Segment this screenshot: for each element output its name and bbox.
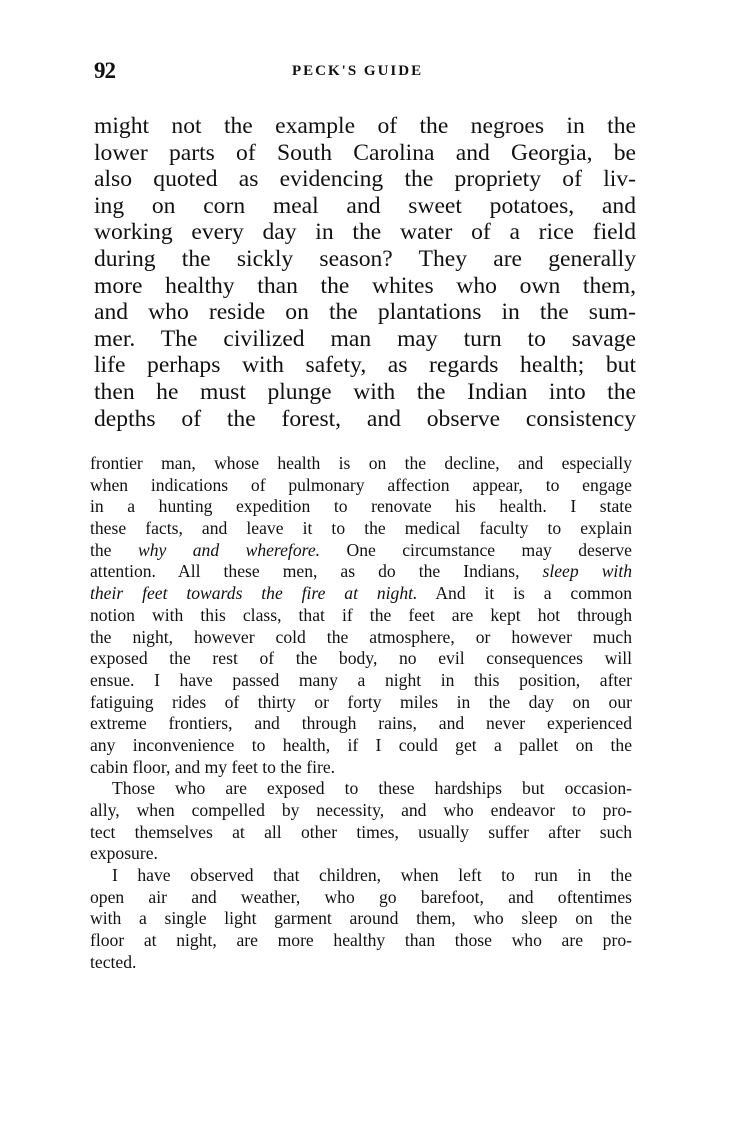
- note-text-line: [90, 692, 632, 714]
- main-text-line: during the sickly season? They are generally: [94, 245, 636, 272]
- note-text-line: [90, 930, 632, 952]
- text-segment: ensue. I have passed many a night in this position, after: [90, 669, 632, 690]
- main-text-line: working every day in the water of a rice field: [94, 219, 636, 246]
- text-segment: in a hunting expedition to renovate his health. I state: [90, 496, 632, 517]
- text-segment: frontier man, whose health is on the decline, and especially: [90, 453, 632, 473]
- note-text-line: [90, 887, 632, 909]
- main-text-line: life perhaps with safety, as regards health; but: [94, 352, 636, 379]
- running-head: [94, 58, 636, 86]
- note-text-line: [90, 778, 632, 800]
- text-segment: And it is a common: [417, 583, 632, 604]
- main-text-line: then he must plunge with the Indian into the: [94, 378, 636, 405]
- text-segment: tected.: [90, 951, 137, 972]
- italic-text-segment: their feet towards the fire at night.: [90, 583, 418, 604]
- note-text-line: [90, 952, 632, 974]
- text-segment: exposure.: [90, 843, 158, 864]
- text-segment: open air and weather, who go barefoot, and oftentimes: [90, 886, 632, 907]
- running-title: PECK'S GUIDE: [292, 63, 424, 79]
- main-text-line: more healthy than the whites who own them,: [94, 272, 636, 299]
- main-text-line: lower parts of South Carolina and Georgia, be: [94, 139, 636, 166]
- note-text-line: [90, 518, 632, 540]
- text-segment: attention. All these men, as do the Indians,: [90, 561, 543, 582]
- text-segment: extreme frontiers, and through rains, and never experienced: [90, 713, 632, 734]
- italic-text-segment: sleep with: [542, 561, 633, 582]
- text-segment: with a single light garment around them, who sleep on the: [90, 908, 632, 929]
- note-text-line: [90, 822, 632, 844]
- main-text-line: mer. The civilized man may turn to savage: [94, 325, 636, 352]
- text-segment: fatiguing rides of thirty or forty miles in the day on our: [90, 691, 632, 712]
- note-text-line: [90, 800, 632, 822]
- note-text-line: [90, 757, 632, 779]
- main-text-line: also quoted as evidencing the propriety of liv-: [94, 166, 636, 193]
- note-text-line: [90, 496, 632, 518]
- note-text-line: [90, 713, 632, 735]
- main-text-line: depths of the forest, and observe consistency: [94, 405, 636, 432]
- text-segment: Those who are exposed to these hardships but occasion-: [112, 778, 632, 799]
- note-text-line: [90, 605, 632, 627]
- text-segment: the: [90, 539, 138, 560]
- page-number: 92: [94, 58, 115, 83]
- note-text-line: [90, 475, 632, 497]
- text-segment: any inconvenience to health, if I could get a pallet on the: [90, 734, 632, 755]
- italic-text-segment: why and wherefore.: [137, 539, 321, 560]
- text-segment: ally, when compelled by necessity, and who endeavor to pro-: [90, 800, 632, 820]
- note-text-line: [90, 670, 632, 692]
- text-segment: the night, however cold the atmosphere, or however much: [90, 626, 632, 647]
- note-text-line: [90, 843, 632, 865]
- text-segment: notion with this class, that if the feet are kept hot through: [90, 604, 632, 625]
- note-text-line: [90, 865, 632, 887]
- note-text-line: [90, 735, 632, 757]
- text-segment: when indications of pulmonary affection appear, to engage: [90, 474, 632, 495]
- text-segment: these facts, and leave it to the medical faculty to explain: [90, 518, 632, 539]
- main-text-line: ing on corn meal and sweet potatoes, and: [94, 192, 636, 219]
- main-text-line: might not the example of the negroes in the: [94, 113, 636, 139]
- text-segment: floor at night, are more healthy than those who are pro-: [90, 930, 632, 951]
- note-text-line: [90, 453, 632, 475]
- note-text-line: [90, 627, 632, 649]
- text-segment: cabin floor, and my feet to the fire.: [90, 756, 336, 777]
- note-text-line: [90, 648, 632, 670]
- text-segment: tect themselves at all other times, usually suffer after such: [90, 821, 632, 842]
- small-print-text: [90, 453, 632, 974]
- note-text-line: [90, 583, 632, 605]
- text-segment: exposed the rest of the body, no evil consequences will: [90, 648, 632, 669]
- main-text-line: and who reside on the plantations in the sum-: [94, 299, 636, 326]
- main-body-text: [94, 113, 636, 432]
- note-text-line: [90, 540, 632, 562]
- note-text-line: [90, 561, 632, 583]
- text-segment: I have observed that children, when left to run in the: [112, 865, 632, 886]
- text-segment: One circumstance may deserve: [320, 539, 632, 560]
- note-text-line: [90, 908, 632, 930]
